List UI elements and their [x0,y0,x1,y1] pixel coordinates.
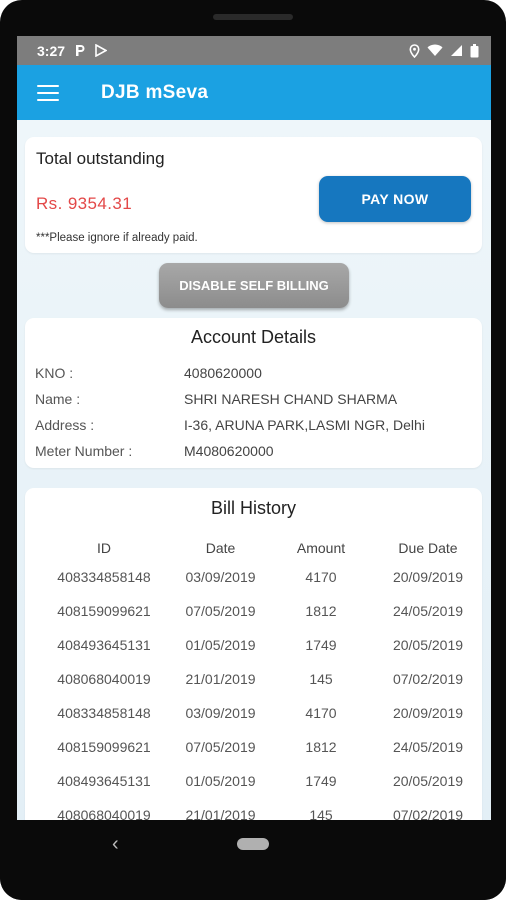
account-details-title: Account Details [190,327,317,347]
bill-amount-cell: 1749 [305,637,337,653]
bill-date-cell: 03/09/2019 [185,705,256,721]
app-bar [17,65,491,120]
status-bar [17,36,491,65]
bill-due-date-cell: 20/09/2019 [392,569,464,585]
bill-amount-cell: 1749 [305,773,337,789]
bill-amount-cell: 4170 [305,705,337,721]
home-pill-icon[interactable] [237,838,269,850]
main-content [17,120,491,820]
bill-amount-cell: 1812 [305,603,337,619]
outstanding-note: ***Please ignore if already paid. [36,232,198,244]
bill-id-cell: 408159099621 [57,603,151,619]
bill-due-date-cell: 20/09/2019 [392,705,464,721]
table-row[interactable] [25,662,482,696]
status-time: 3:27 [37,42,66,59]
account-value: SHRI NARESH CHAND SHARMA [184,391,398,407]
bill-amount-cell: 145 [309,671,333,687]
signal-icon [450,44,463,57]
account-row-meter-number [35,443,274,459]
bill-due-date-cell: 24/05/2019 [392,603,464,619]
bill-due-date-cell: 07/02/2019 [392,671,464,687]
parking-icon [74,44,86,57]
account-label: KNO : [35,365,74,381]
bill-id-cell: 408159099621 [57,739,151,755]
battery-icon [470,44,479,58]
bill-id-cell: 408334858148 [57,705,151,721]
account-details-card [25,318,482,468]
account-label: Address : [35,417,95,433]
table-row[interactable] [25,594,482,628]
bill-history-card [25,488,482,820]
play-store-icon [95,44,107,57]
bill-date-cell: 21/01/2019 [185,671,256,687]
bill-id-cell: 408493645131 [57,773,151,789]
table-row[interactable] [25,730,482,764]
bill-id-cell: 408493645131 [57,637,151,653]
bill-rows [25,560,482,820]
bill-date-cell: 07/05/2019 [185,739,256,755]
bill-date-cell: 01/05/2019 [185,773,256,789]
account-row-name [35,391,397,407]
disable-self-billing-button[interactable]: DISABLE SELF BILLING [159,263,349,308]
table-header [25,536,482,560]
back-chevron-icon[interactable]: ‹ [112,833,119,855]
account-value: 4080620000 [184,365,262,381]
navigation-bar [0,820,506,900]
table-row[interactable] [25,764,482,798]
outstanding-title: Total outstanding [36,149,165,168]
wifi-icon [427,44,443,57]
bill-amount-cell: 145 [309,807,333,820]
account-label: Meter Number : [35,443,133,459]
table-row[interactable] [25,628,482,662]
account-value: I-36, ARUNA PARK,LASMI NGR, Delhi [184,417,425,433]
table-row[interactable] [25,696,482,730]
app-title: DJB mSeva [101,81,209,103]
column-header-amount: Amount [296,540,346,556]
account-value: M4080620000 [184,443,274,459]
location-icon [409,44,420,58]
speaker-grille [213,14,293,20]
bill-id-cell: 408068040019 [57,807,151,820]
column-header-id: ID [97,540,111,556]
bill-due-date-cell: 24/05/2019 [392,739,464,755]
bill-date-cell: 21/01/2019 [185,807,256,820]
bill-due-date-cell: 20/05/2019 [392,637,464,653]
bill-history-table [25,536,482,820]
pay-now-button[interactable]: PAY NOW [319,176,471,222]
bill-due-date-cell: 20/05/2019 [392,773,464,789]
account-label: Name : [35,391,81,407]
bill-due-date-cell: 07/02/2019 [392,807,464,820]
hamburger-menu-icon[interactable] [37,85,59,101]
outstanding-card [25,137,482,253]
table-row[interactable] [25,560,482,594]
column-header-date: Date [205,540,236,556]
bill-amount-cell: 1812 [305,739,337,755]
bill-id-cell: 408334858148 [57,569,151,585]
bill-amount-cell: 4170 [305,569,337,585]
account-row-address [35,417,425,433]
table-row[interactable] [25,798,482,820]
bill-date-cell: 03/09/2019 [185,569,256,585]
outstanding-amount: Rs. 9354.31 [36,194,133,213]
bill-date-cell: 01/05/2019 [185,637,256,653]
account-row-kno [35,365,262,381]
column-header-due-date: Due Date [398,540,458,556]
screen [17,36,491,820]
bill-date-cell: 07/05/2019 [185,603,256,619]
bill-history-title: Bill History [210,498,296,518]
bill-id-cell: 408068040019 [57,671,151,687]
